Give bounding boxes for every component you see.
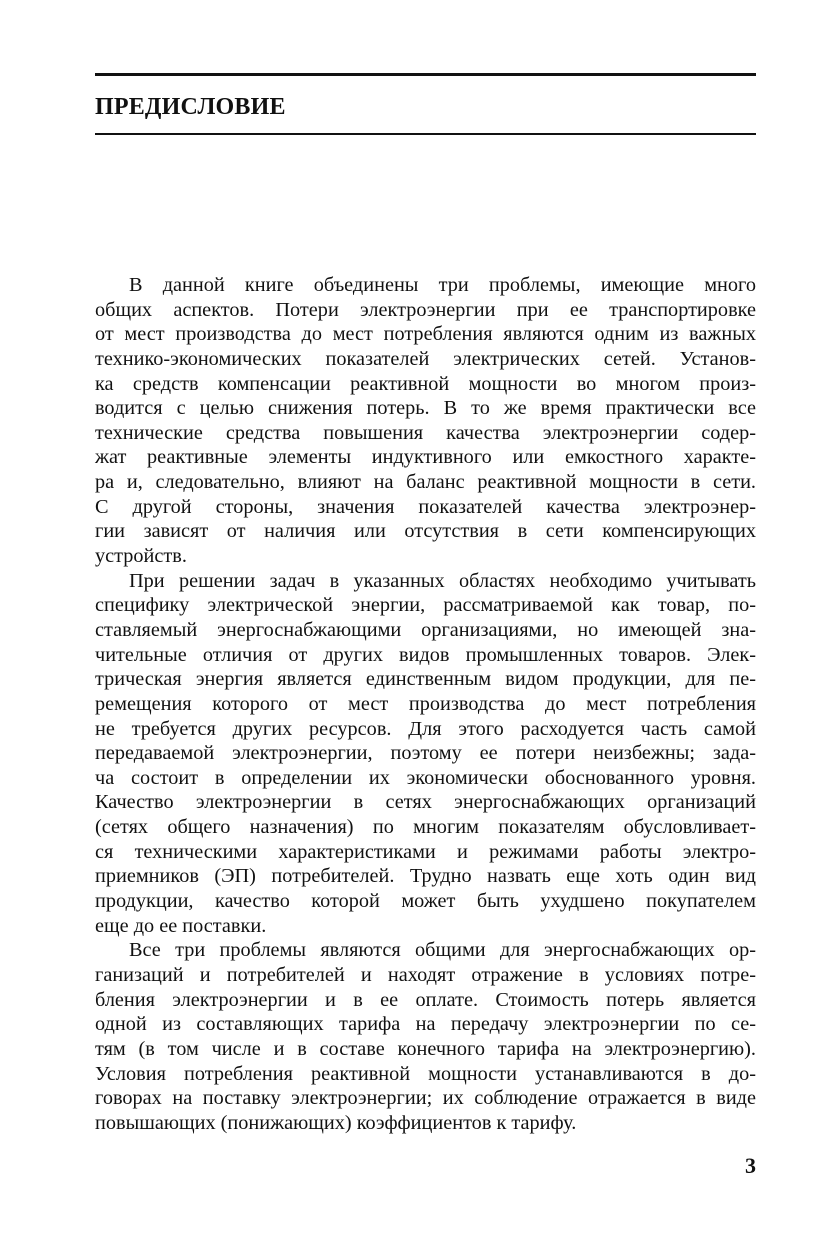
text-line: трическая энергия является единственным видом продукции, для пе- bbox=[95, 668, 756, 691]
text-line: общих аспектов. Потери электроэнергии при ее транспортировке bbox=[95, 298, 756, 321]
text-line: ремещения которого от мест производства до мест потребления bbox=[95, 692, 756, 715]
text-line: Все три проблемы являются общими для энергоснабжающих ор- bbox=[129, 939, 756, 962]
text-line: технико-экономических показателей электрических сетей. Установ- bbox=[95, 347, 756, 370]
text-line: (сетях общего назначения) по многим показателям обусловливает- bbox=[95, 816, 756, 839]
text-line: жат реактивные элементы индуктивного или емкостного характе- bbox=[95, 446, 756, 469]
text-line: передаваемой электроэнергии, поэтому ее потери неизбежны; зада- bbox=[95, 742, 756, 765]
text-line: ганизаций и потребителей и находят отражение в условиях потре- bbox=[95, 963, 756, 986]
text-line: устройств. bbox=[95, 545, 187, 568]
text-line: продукции, качество которой может быть ухудшено покупателем bbox=[95, 890, 756, 913]
text-line: говорах на поставку электроэнергии; их соблюдение отражается в виде bbox=[95, 1087, 756, 1110]
text-line: чительные отличия от других видов промышленных товаров. Элек- bbox=[95, 643, 756, 666]
page-title: ПРЕДИСЛОВИЕ bbox=[95, 94, 286, 120]
text-line: водится с целью снижения потерь. В то же время практически все bbox=[95, 397, 756, 420]
text-line: специфику электрической энергии, рассматриваемой как товар, по- bbox=[95, 594, 756, 617]
text-line: Качество электроэнергии в сетях энергоснабжающих организаций bbox=[95, 791, 756, 814]
text-line: еще до ее поставки. bbox=[95, 914, 267, 937]
text-line: не требуется других ресурсов. Для этого расходуется часть самой bbox=[95, 717, 756, 740]
text-line: В данной книге объединены три проблемы, имеющие много bbox=[129, 274, 756, 296]
text-line: ся техническими характеристиками и режимами работы электро- bbox=[95, 840, 756, 863]
text-line: повышающих (понижающих) коэффициентов к тарифу. bbox=[95, 1111, 577, 1134]
paragraph bbox=[95, 569, 756, 939]
text-line: ка средств компенсации реактивной мощности во многом произ- bbox=[95, 372, 756, 395]
text-line: ставляемый энергоснабжающими организациями, но имеющей зна- bbox=[95, 618, 756, 641]
text-line: С другой стороны, значения показателей качества электроэнер- bbox=[95, 495, 756, 518]
top-rule bbox=[95, 73, 756, 76]
text-line: одной из составляющих тарифа на передачу электроэнергии по се- bbox=[95, 1013, 756, 1036]
text-line: гии зависят от наличия или отсутствия в сети компенсирующих bbox=[95, 520, 756, 543]
text-line: ча состоит в определении их экономически обоснованного уровня. bbox=[95, 766, 756, 789]
text-line: ра и, следовательно, влияют на баланс реактивной мощности в сети. bbox=[95, 471, 756, 494]
text-line: от мест производства до мест потребления являются одним из важных bbox=[95, 323, 756, 346]
text-line: бления электроэнергии и в ее оплате. Стоимость потерь является bbox=[95, 988, 756, 1011]
body-text bbox=[95, 273, 756, 1135]
page-number: 3 bbox=[745, 1153, 756, 1178]
text-line: приемников (ЭП) потребителей. Трудно назвать еще хоть один вид bbox=[95, 865, 756, 888]
text-line: При решении задач в указанных областях необходимо учитывать bbox=[129, 569, 756, 592]
heading-underline bbox=[95, 133, 756, 135]
text-line: тям (в том числе и в составе конечного тарифа на электроэнергию). bbox=[95, 1037, 756, 1060]
text-line: технические средства повышения качества электроэнергии содер- bbox=[95, 421, 756, 444]
paragraph bbox=[95, 273, 756, 569]
text-line: Условия потребления реактивной мощности устанавливаются в до- bbox=[95, 1062, 756, 1085]
paragraph bbox=[95, 938, 756, 1135]
